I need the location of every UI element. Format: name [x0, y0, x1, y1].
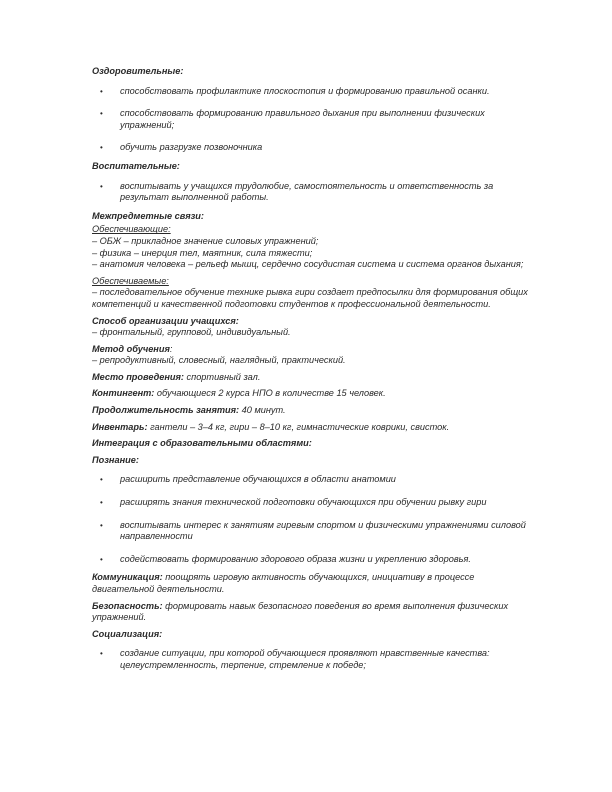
providing-line: – ОБЖ – прикладное значение силовых упражнений; [92, 235, 319, 246]
inventory-text: гантели – 3–4 кг, гири – 8–10 кг, гимнастические коврики, свисток. [147, 421, 450, 432]
providing-line: – анатомия человека – рельеф мышц, сердечно сосудистая система и система органов дыхания; [92, 259, 524, 270]
list-item: • способствовать формированию правильного дыхания при выполнении физических упражнений; [100, 108, 485, 130]
upbringing-heading: Воспитательные: [92, 160, 180, 171]
list-item: • расширять знания технической подготовки обучающихся при обучении рывку гири [100, 497, 487, 508]
list-item: • содействовать формированию здорового образа жизни и укреплению здоровья. [100, 553, 471, 564]
bullet-icon: • [100, 475, 103, 485]
method-colon: : [169, 343, 173, 354]
providing-block [92, 224, 532, 270]
place-line [92, 372, 532, 384]
list-item: • обучить разгрузке позвоночника [100, 142, 263, 153]
duration-label: Продолжительность занятия: [92, 405, 240, 416]
place-label: Место проведения: [92, 371, 184, 382]
contingent-label: Контингент: [92, 388, 155, 399]
socialization-list [92, 648, 532, 671]
bullet-icon: • [100, 649, 103, 659]
list-item: • воспитывать у учащихся трудолюбие, самостоятельность и ответственность за результат выполненной работы. [100, 180, 494, 203]
provided-block [92, 276, 532, 311]
safety-label: Безопасность: [92, 600, 163, 611]
upbringing-list [92, 181, 532, 204]
bullet-icon: • [100, 520, 103, 530]
communication-text: поощрять игровую активность обучающихся, инициативу в процессе двигательной деятельности. [92, 572, 475, 594]
inventory-line [92, 422, 532, 434]
method-block [92, 344, 532, 367]
cognition-list [92, 474, 532, 565]
method-heading-line [92, 344, 532, 356]
method-heading: Метод обучения [92, 343, 170, 354]
providing-label: Обеспечивающие: [92, 224, 171, 235]
bullet-icon: • [100, 109, 103, 119]
list-item: • способствовать профилактике плоскостопия и формированию правильной осанки. [100, 85, 490, 96]
list-item: • расширить представление обучающихся в области анатомии [100, 474, 396, 485]
bullet-icon: • [100, 498, 103, 508]
contingent-line [92, 388, 532, 400]
cognition-heading: Познание: [92, 454, 139, 465]
place-text: спортивный зал. [184, 371, 261, 382]
provided-line: – последовательное обучение технике рывка гири создает предпосылки для формирования общих компетенций и качественной подготовки студентов к профессиональной деятельности. [92, 287, 528, 309]
bullet-icon: • [100, 554, 103, 564]
bullet-icon: • [100, 143, 103, 153]
list-item: • создание ситуации, при которой обучающиеся проявляют нравственные качества: целеустремленность, терпение, стремление к победе; [100, 648, 490, 670]
safety-text: формировать навык безопасного поведения во время выполнения физических упражнений. [92, 600, 509, 623]
interdisciplinary-heading: Межпредметные связи: [92, 210, 204, 221]
bullet-icon: • [100, 86, 103, 96]
document-page [92, 66, 532, 679]
method-text: – репродуктивный, словесный, наглядный, практический. [92, 355, 346, 366]
inventory-label: Инвентарь: [92, 421, 148, 432]
integration-heading: Интеграция с образовательными областями: [92, 438, 312, 449]
provided-label: Обеспечиваемые: [92, 275, 169, 286]
socialization-heading: Социализация: [92, 628, 163, 639]
organization-block [92, 316, 532, 339]
health-heading: Оздоровительные: [92, 66, 184, 76]
communication-label: Коммуникация: [92, 572, 163, 583]
health-list [92, 86, 532, 154]
bullet-icon: • [100, 181, 103, 191]
organization-text: – фронтальный, групповой, индивидуальный. [92, 327, 291, 338]
duration-line [92, 405, 532, 417]
list-item: • воспитывать интерес к занятиям гиревым спортом и физическими упражнениями силовой направленности [100, 519, 526, 542]
organization-heading: Способ организации учащихся: [92, 315, 239, 326]
contingent-text: обучающиеся 2 курса НПО в количестве 15 человек. [154, 388, 386, 399]
communication-line [92, 572, 532, 595]
safety-line [92, 601, 532, 624]
providing-line: – физика – инерция тел, маятник, сила тяжести; [92, 247, 313, 258]
duration-text: 40 минут. [239, 405, 286, 416]
